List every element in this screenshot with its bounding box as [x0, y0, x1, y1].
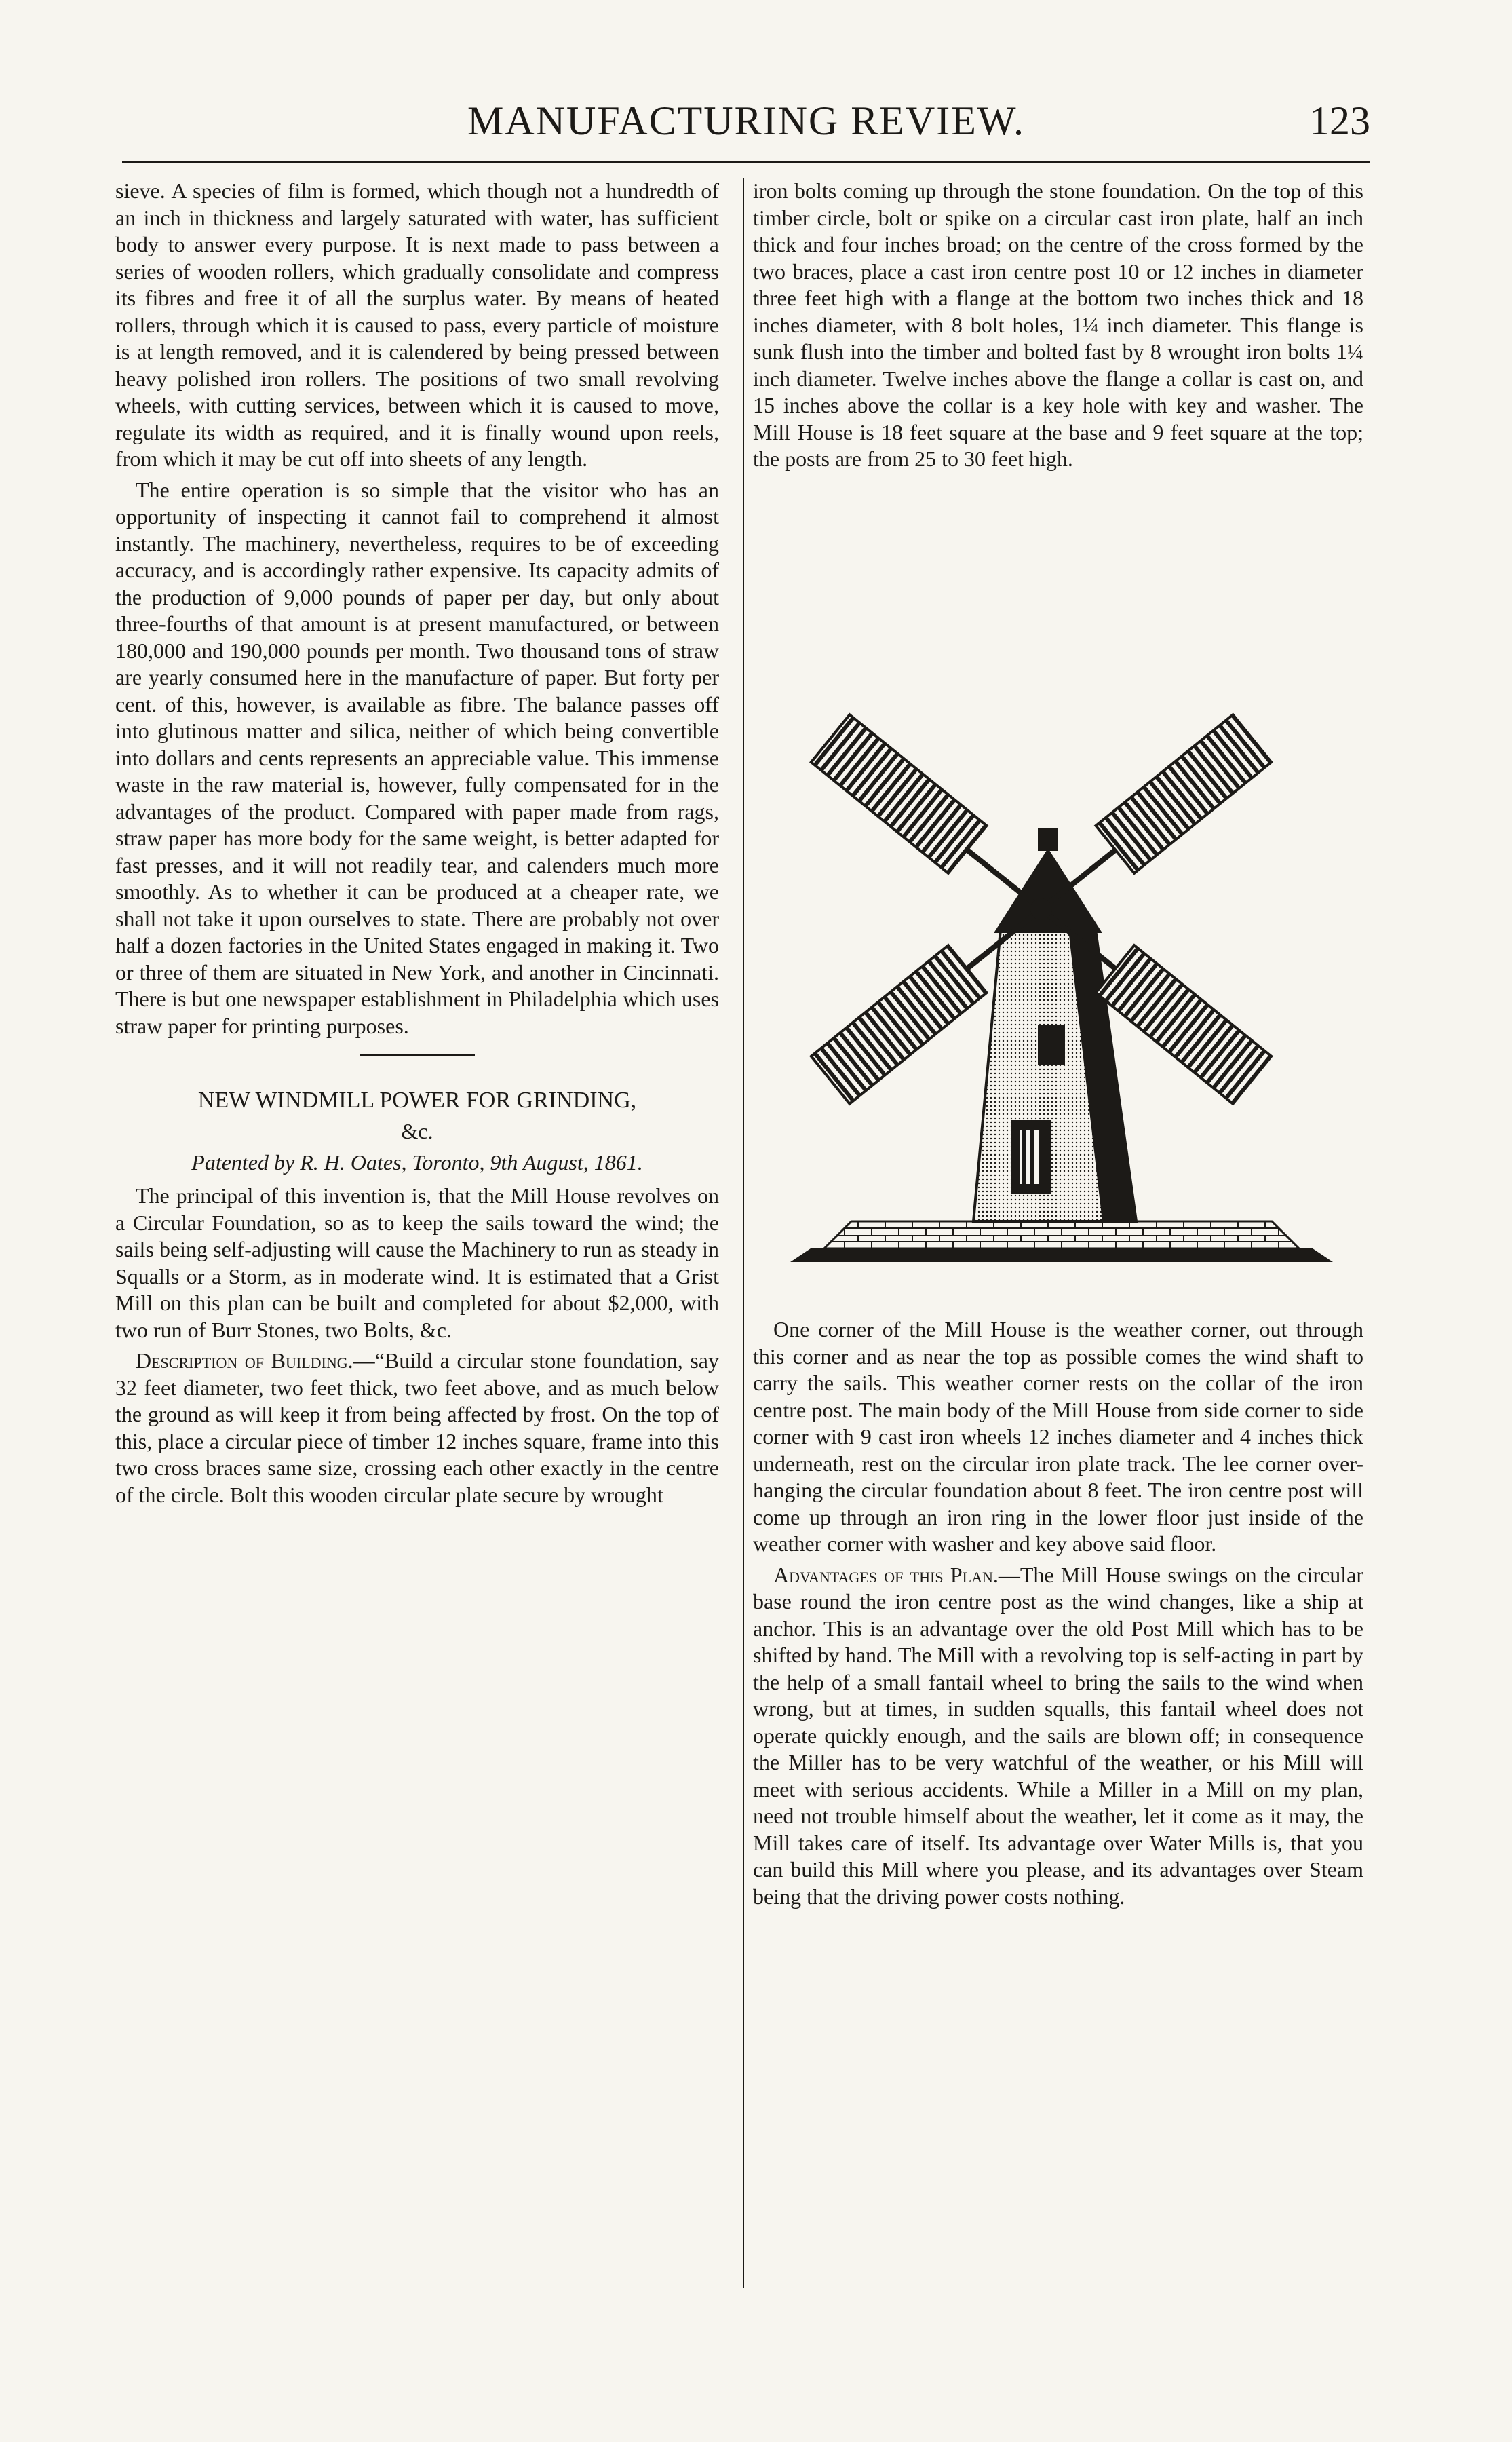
- page-number: 123: [1309, 98, 1370, 143]
- paragraph: One corner of the Mill House is the weather corner, out through this corner and as near the top as possible comes the wind shaft to carry the sails. This weather corner rests on the collar of the iron centre post. The main body of the Mill House from side corner to side corner with 9 cast iron wheels 12 inches diameter and 4 inches thick underneath, rest on the circular iron plate track. The lee corner over-hanging the circular foundation about 8 feet. The iron centre post will come up through an iron ring in the lower floor just inside of the weather corner with washer and key above said floor.: [753, 1317, 1363, 1556]
- right-column-upper: [753, 178, 1363, 477]
- run-in-heading: Advantages of this Plan.: [773, 1562, 999, 1587]
- paragraph: The principal of this invention is, that the Mill House revolves on a Circular Foundation, so as to keep the sails toward the wind; the sails being self-adjusting will cause the Machinery to run as steady in Squalls or a Storm, as in moderate wind. It is estimated that a Grist Mill on this plan can be built and completed for about $2,000, with two run of Burr Stones, two Bolts, &c.: [115, 1183, 719, 1342]
- journal-title: MANUFACTURING REVIEW.: [467, 98, 1025, 143]
- column-divider: [743, 178, 744, 2288]
- section-separator: [360, 1054, 475, 1056]
- right-column-lower: [753, 1316, 1363, 1914]
- windmill-illustration: [770, 706, 1353, 1303]
- article-heading: NEW WINDMILL POWER FOR GRINDING,: [197, 1088, 637, 1113]
- article-heading-continuation: &c.: [401, 1119, 433, 1143]
- paragraph-text: —“Build a circular stone foundation, say 32 feet diameter, two feet thick, two feet above, and as much below the ground as will keep it from being affected by frost. On the top of this, place a circular piece of timber 12 inches square, frame into this two cross braces same size, crossing each other exactly in the centre of the circle. Bolt this wooden circular plate secure by wrought: [115, 1348, 720, 1507]
- windmill-icon: [770, 706, 1353, 1303]
- paragraph: [115, 1348, 719, 1508]
- header-rule: [122, 161, 1370, 163]
- paragraph-text: —The Mill House swings on the circular base round the iron centre post as the wind changes, like a ship at anchor. This is an advantage over the old Post Mill which has to be shifted by hand. The Mill with a revolving top is self-acting in part by the help of a small fantail wheel to bring the sails to the wind when wrong, but at times, in sudden squalls, this fantail wheel does not operate quickly enough, and the sails are blown off; in consequence the Miller has to be very watchful of the weather, or his Mill will meet with serious accidents. While a Miller in a Mill on my plan, need not trouble himself about the weather, let it come as it may, the Mill takes care of itself. Its advantage over Water Mills is, that you can build this Mill where you please, and its advantages over Steam being that the driving power costs nothing.: [753, 1562, 1363, 1909]
- run-in-heading: Description of Building.: [136, 1348, 353, 1373]
- running-header: [122, 88, 1370, 170]
- paragraph: sieve. A species of film is formed, which though not a hundredth of an inch in thickness and largely saturated with water, has sufficient body to answer every purpose. It is next made to pass between a series of wooden rollers, which gradually consolidate and compress its fibres and free it of all the surplus water. By means of heated rollers, through which it is caused to pass, every particle of moisture is at length removed, and it is calendered by being pressed between heavy polished iron rollers. The positions of two small revolving wheels, with cutting services, between which it is caused to move, regulate its width as required, and it is finally wound upon reels, from which it may be cut off into sheets of any length.: [115, 178, 719, 471]
- paragraph: The entire operation is so simple that the visitor who has an opportunity of inspecting it cannot fail to comprehend it almost instantly. The machinery, nevertheless, requires to be of exceeding accuracy, and is accordingly rather expensive. Its capacity admits of the production of 9,000 pounds of paper per day, but only about three-fourths of that amount is at present manufactured, or between 180,000 and 190,000 pounds per month. Two thousand tons of straw are yearly consumed here in the manufacture of paper. But forty per cent. of this, however, is available as fibre. The balance passes off into glutinous matter and silica, neither of which being convertible into dollars and cents represents an appreciable value. This immense waste in the raw material is, however, fully compensated for in the advantages of the product. Compared with paper made from rags, straw paper has more body for the same weight, is better adapted for fast presses, and it will not readily tear, and calenders much more smoothly. As to whether it can be produced at a cheaper rate, we shall not take it upon ourselves to state. There are probably not over half a dozen factories in the United States engaged in making it. Two or three of them are situated in New York, and another in Cincinnati. There is but one newspaper establishment in Philadelphia which uses straw paper for printing purposes.: [115, 477, 719, 1038]
- paragraph: iron bolts coming up through the stone foundation. On the top of this timber circle, bolt or spike on a circular cast iron plate, half an inch thick and four inches broad; on the centre of the cross formed by the two braces, place a cast iron centre post 10 or 12 inches in diameter three feet high with a flange at the bottom two inches thick and 18 inches diameter, with 8 bolt holes, 1¼ inch diameter. This flange is sunk flush into the timber and bolted fast by 8 wrought iron bolts 1¼ inch diameter. Twelve inches above the flange a collar is cast on, and 15 inches above the collar is a key hole with key and washer. The Mill House is 18 feet square at the base and 9 feet square at the top; the posts are from 25 to 30 feet high.: [753, 178, 1363, 471]
- article-byline: Patented by R. H. Oates, Toronto, 9th August, 1861.: [191, 1149, 643, 1175]
- left-column: [115, 178, 719, 1512]
- paragraph: [753, 1562, 1363, 1911]
